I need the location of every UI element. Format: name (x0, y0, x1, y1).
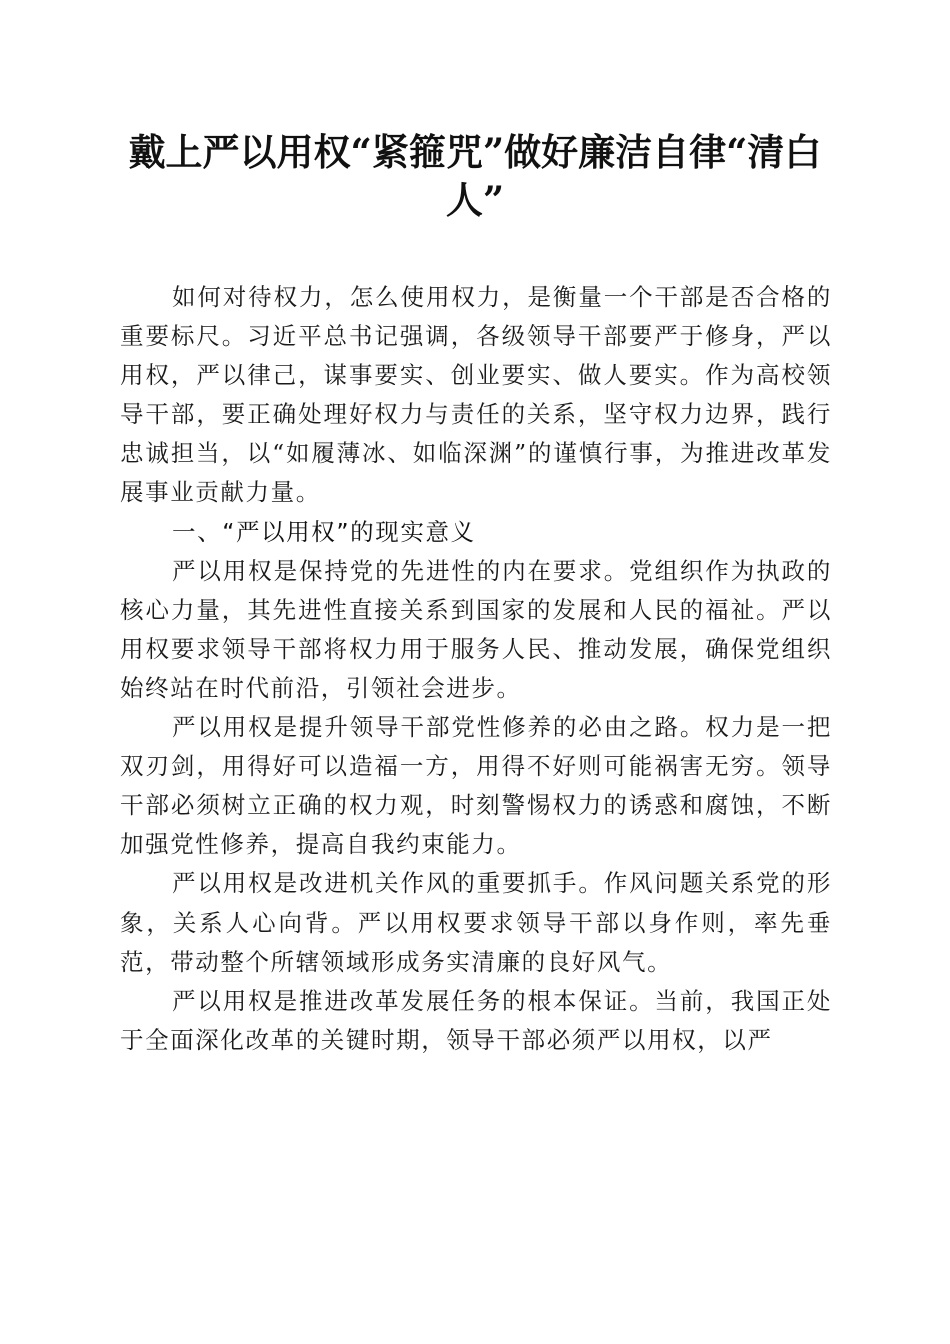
body-paragraph: 严以用权是保持党的先进性的内在要求。党组织作为执政的核心力量，其先进性直接关系到国家的发展和人民的福祉。严以用权要求领导干部将权力用于服务人民、推动发展，确保党组织始终站在时代前沿，引领社会进步。 (120, 556, 832, 702)
intro-paragraph: 如何对待权力，怎么使用权力，是衡量一个干部是否合格的重要标尺。习近平总书记强调，各级领导干部要严于修身，严以用权，严以律己，谋事要实、创业要实、做人要实。作为高校领导干部，要正确处理好权力与责任的关系，坚守权力边界，践行忠诚担当，以“如履薄冰、如临深渊”的谨慎行事，为推进改革发展事业贡献力量。 (120, 283, 832, 507)
document-title: 戴上严以用权“紧箍咒”做好廉洁自律“清白人” (128, 130, 822, 222)
section-heading: 一、“严以用权”的现实意义 (172, 517, 476, 546)
body-paragraph: 严以用权是提升领导干部党性修养的必由之路。权力是一把双刃剑，用得好可以造福一方，用得不好则可能祸害无穷。领导干部必须树立正确的权力观，时刻警惕权力的诱惑和腐蚀，不断加强党性修养，提高自我约束能力。 (120, 713, 832, 859)
body-paragraph: 严以用权是推进改革发展任务的根本保证。当前，我国正处于全面深化改革的关键时期，领导干部必须严以用权，以严 (120, 986, 832, 1054)
document-body (120, 278, 832, 1060)
body-paragraph: 严以用权是改进机关作风的重要抓手。作风问题关系党的形象，关系人心向背。严以用权要求领导干部以身作则，率先垂范，带动整个所辖领域形成务实清廉的良好风气。 (120, 869, 832, 976)
